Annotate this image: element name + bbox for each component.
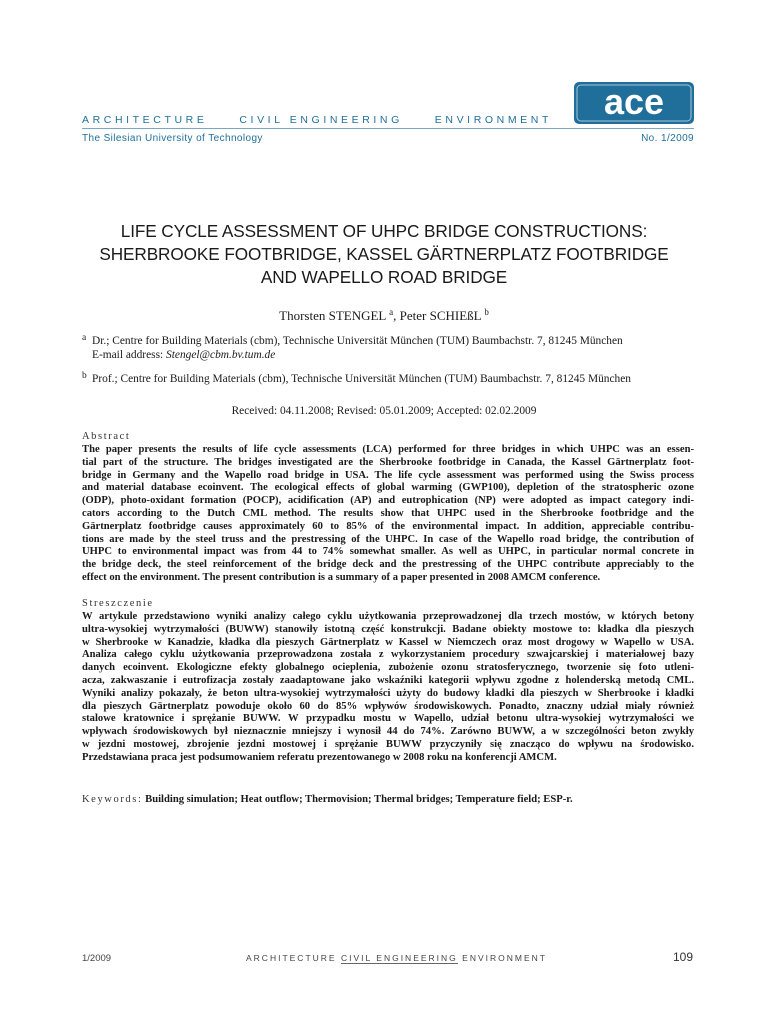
streszczenie-line: w jezdni mostowej, zbrojenie jezdni mostowej i sprężanie BUWW przyczyniły się znacząco do wpływu na środowisko.: [82, 738, 694, 750]
paper-title: [70, 220, 698, 289]
streszczenie-line: W artykule przedstawiono wyniki analizy całego cyklu użytkowania przeprowadzonej dla trzech mostów, w których betony: [82, 611, 694, 622]
author-separator: ,: [393, 308, 400, 323]
abstract-line: cators according to the Dutch CML method. The results show that UHPC used in the Sherbrooke footbridge and the: [82, 507, 694, 519]
streszczenie-line: Wyniki analizy pokazały, że beton ultra-wysokiej wytrzymałości użyty do budowy kładki dla pieszych w Sherbrooke i kładki: [82, 687, 694, 699]
abstract-line: and material database ecoinvent. The ecological effects of global warming (GWP100), depletion of the stratospheric ozone: [82, 482, 694, 494]
streszczenie-line: Analiza całego cyklu użytkowania przeprowadzona została z wykorzystaniem procedury szwajcarskiej i materiałowej bazy: [82, 649, 694, 661]
title-line: SHERBROOKE FOOTBRIDGE, KASSEL GÄRTNERPLATZ FOOTBRIDGE: [99, 244, 669, 264]
abstract-body: [82, 444, 694, 585]
footer-section-architecture: ARCHITECTURE: [246, 953, 337, 963]
streszczenie-line: ultra-wysokiej wytrzymałości (BUWW) stanowiły istotną część konstrukcji. Badane obiekty mostowe to: kładka dla pieszych: [82, 623, 694, 635]
abstract-line: (ODP), photo-oxidant formation (POCP), acidification (AP) and eutrophication (NP) were adopted as impact category indi-: [82, 495, 694, 507]
journal-sections: [82, 114, 552, 126]
abstract-line: bridge in Germany and the Wapello road bridge in USA. The life cycle assessment was performed using the Swiss process: [82, 469, 694, 481]
affiliation-mark: a: [82, 333, 87, 343]
streszczenie-body: [82, 611, 694, 765]
affiliation-address: Prof.; Centre for Building Materials (cbm), Technische Universität München (TUM) Baumbachstr. 7, 81245 München: [92, 373, 631, 385]
journal-section-architecture: ARCHITECTURE: [82, 114, 208, 126]
affiliation-mark: b: [82, 371, 87, 381]
title-line: AND WAPELLO ROAD BRIDGE: [260, 267, 508, 287]
university-name: The Silesian University of Technology: [82, 133, 263, 144]
footer-issue: 1/2009: [82, 953, 112, 964]
abstract-line: the bridge deck, the steel reinforcement of the bridge deck and the prestressing of the UHPC contribute appreciably to the: [82, 559, 694, 571]
received-dates: Received: 04.11.2008; Revised: 05.01.2009; Accepted: 02.02.2009: [231, 405, 537, 417]
footer-section-environment: ENVIRONMENT: [462, 953, 547, 963]
author-name: Peter SCHIEßL: [399, 308, 482, 323]
title-line: LIFE CYCLE ASSESSMENT OF UHPC BRIDGE CONSTRUCTIONS:: [120, 221, 648, 241]
affiliation-email-line: [92, 348, 694, 362]
streszczenie-line: wpływach środowiskowych był nieznacznie mniejszy i wynosił 44 do 74%. Zarówno BUWW, a w szczególności beton zwykły: [82, 726, 694, 738]
affiliation-a: [82, 334, 694, 362]
abstract-line: effect on the environment. The present contribution is a summary of a paper presented in 2008 AMCM conference.: [82, 571, 601, 583]
journal-logo: [574, 82, 694, 124]
streszczenie-heading: Streszczenie: [82, 598, 154, 609]
abstract-heading: Abstract: [82, 431, 131, 442]
author-affiliation-mark: a: [389, 307, 394, 317]
footer-section-civil-engineering: CIVIL ENGINEERING: [340, 953, 458, 963]
email-address: Stengel@cbm.bv.tum.de: [166, 349, 276, 361]
keywords: [82, 794, 573, 805]
abstract-line: The paper presents the results of life cycle assessments (LCA) performed for three bridges in which UHPC was an essen-: [82, 444, 694, 455]
journal-logo-text: ace: [603, 82, 665, 122]
footer-journal-sections: [246, 953, 547, 963]
abstract-line: tial part of the structure. The bridges investigated are the Sherbrooke footbridge in Canada, the Kassel Gärtnerplatz foot-: [82, 456, 694, 468]
streszczenie-line: w Sherbrooke w Kanadzie, kładka dla pieszych Gärtnerplatz w Kassel w Niemczech oraz most drogowy w Wapello w USA.: [82, 636, 694, 648]
streszczenie-line: danych ecoinvent. Ekologiczne efekty globalnego ocieplenia, zubożenie ozonu stratosferycznego, tworzenie się foto utleni-: [82, 662, 694, 674]
header-rule: [82, 128, 694, 129]
email-label: E-mail address:: [92, 349, 167, 361]
author-name: Thorsten STENGEL: [279, 308, 386, 323]
keywords-label: Keywords:: [82, 794, 143, 805]
keywords-value: Building simulation; Heat outflow; Thermovision; Thermal bridges; Temperature field; ESP-r.: [145, 794, 573, 805]
page-number: 109: [672, 950, 693, 964]
abstract-line: UHPC to environmental impact was from 44 to 74% somewhat smaller. As well as UHPC, in particular normal concrete in: [82, 546, 694, 558]
author-affiliation-mark: b: [484, 307, 489, 317]
journal-section-civil-engineering: CIVIL ENGINEERING: [239, 114, 403, 126]
streszczenie-line: Przedstawiana praca jest podsumowaniem referatu prezentowanego w 2008 roku na konferencji AMCM.: [82, 751, 557, 763]
streszczenie-line: dla pieszych Gärtnerplatz powoduje około 60 do 85% wpływów środowiskowych. Ponadto, znaczny udział miały również: [82, 700, 694, 712]
affiliation-b: [82, 372, 694, 386]
author-list: [0, 307, 768, 324]
issue-number: No. 1/2009: [641, 133, 694, 144]
affiliation-address: Dr.; Centre for Building Materials (cbm), Technische Universität München (TUM) Baumbachstr. 7, 81245 München: [92, 335, 623, 347]
streszczenie-line: stalowe kratownice i sprężanie BUWW. W przypadku mostu w Wapello, udział betonu ultra-wysokiej wytrzymałości we: [82, 713, 694, 725]
abstract-line: tions are made by the steel truss and the prestressing of the UHPC. In case of the Wapello road bridge, the contribution of: [82, 533, 694, 545]
journal-section-environment: ENVIRONMENT: [434, 114, 552, 126]
streszczenie-line: acza, zakwaszanie i eutrofizacja zostały zaadaptowane jako wskaźniki kategorii wpływu zgodne z holenderską metodą CML.: [82, 674, 694, 686]
abstract-line: Gärtnerplatz footbridge causes approximately 60 to 85% of the environmental impact. In addition, appreciable contribu-: [82, 520, 694, 532]
